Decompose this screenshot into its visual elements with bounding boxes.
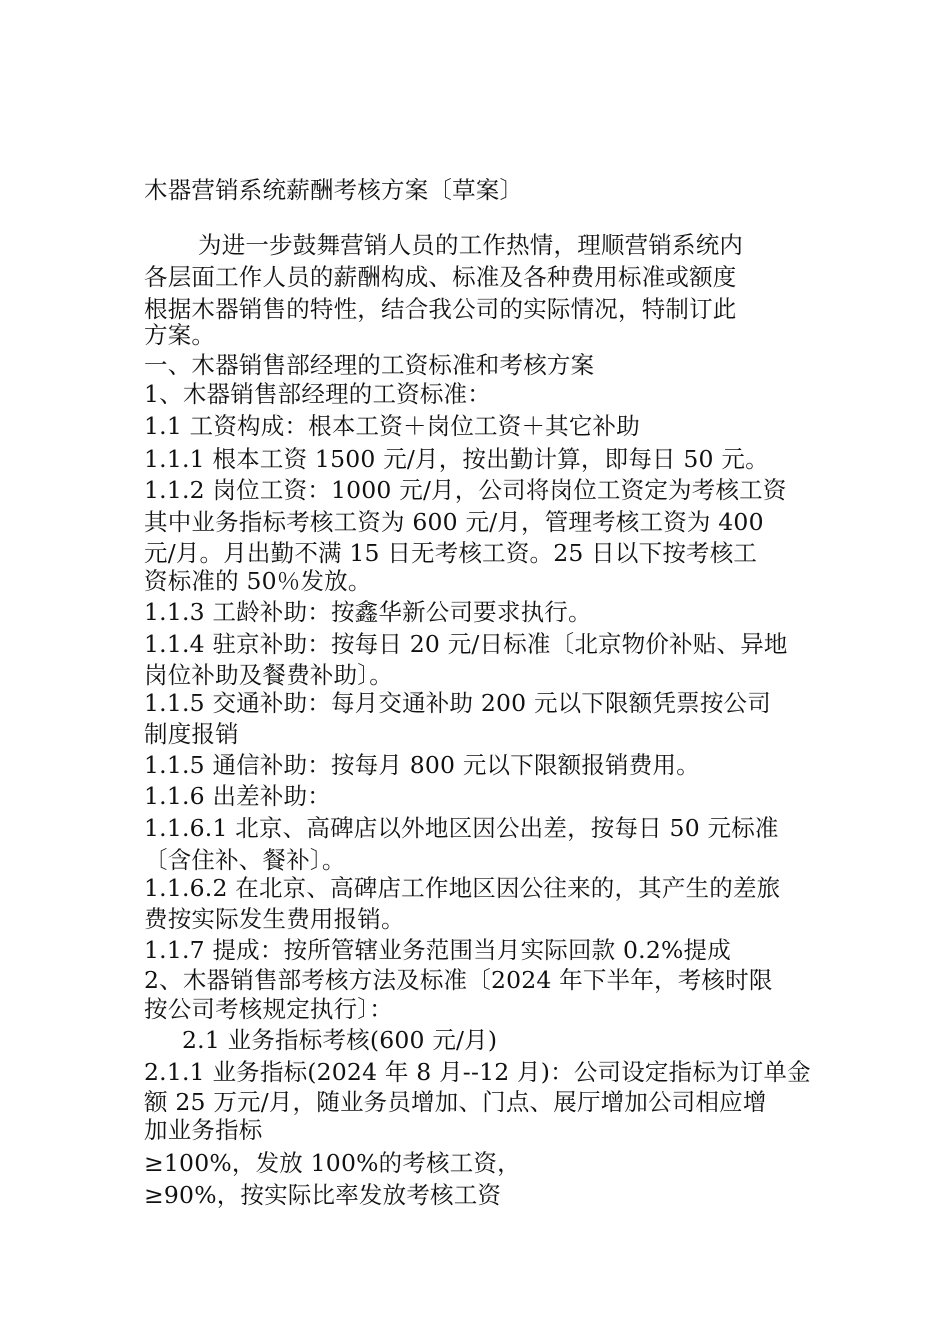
paragraph-line: 额 25 万元/月，随业务员增加、门点、展厅增加公司相应增 (144, 1088, 767, 1116)
paragraph-line: 1.1.6 出差补助： (144, 782, 331, 810)
paragraph-line: 费按实际发生费用报销。 (144, 905, 405, 933)
paragraph-line: 2.1.1 业务指标(2024 年 8 月--12 月)：公司设定指标为订单金 (144, 1058, 811, 1086)
paragraph-line: ≥90%，按实际比率发放考核工资 (144, 1181, 502, 1209)
paragraph-line: 制度报销 (144, 720, 239, 748)
section-heading: 一、木器销售部经理的工资标准和考核方案 (144, 351, 595, 379)
document-title: 木器营销系统薪酬考核方案〔草案〕 (144, 176, 524, 204)
paragraph-line: 岗位补助及餐费补助〕。 (144, 661, 393, 689)
paragraph-line: 加业务指标 (144, 1116, 263, 1144)
paragraph-line: 元/月。月出勤不满 15 日无考核工资。25 日以下按考核工 (144, 539, 758, 567)
paragraph-line: ≥100%，发放 100%的考核工资， (144, 1149, 521, 1177)
paragraph-line: 1.1.1 根本工资 1500 元/月，按出勤计算，即每日 50 元。 (144, 445, 769, 473)
paragraph-line: 〔含住补、餐补〕。 (144, 846, 346, 874)
subsection-heading: 2.1 业务指标考核(600 元/月) (182, 1026, 498, 1054)
section-heading: 1、木器销售部经理的工资标准： (144, 380, 491, 408)
paragraph-line: 为进一步鼓舞营销人员的工作热情，理顺营销系统内 (198, 231, 744, 259)
section-heading: 2、木器销售部考核方法及标准〔2024 年下半年，考核时限 (144, 966, 773, 994)
paragraph-line: 1.1.3 工龄补助：按鑫华新公司要求执行。 (144, 598, 592, 626)
paragraph-line: 1.1 工资构成：根本工资＋岗位工资＋其它补助 (144, 412, 640, 440)
paragraph-line: 其中业务指标考核工资为 600 元/月，管理考核工资为 400 (144, 508, 764, 536)
paragraph-line: 1.1.2 岗位工资：1000 元/月，公司将岗位工资定为考核工资 (144, 476, 787, 504)
paragraph-line: 1.1.6.1 北京、高碑店以外地区因公出差，按每日 50 元标准 (144, 814, 779, 842)
paragraph-line: 1.1.4 驻京补助：按每日 20 元/日标准〔北京物价补贴、异地 (144, 630, 788, 658)
paragraph-line: 各层面工作人员的薪酬构成、标准及各种费用标准或额度 (144, 263, 737, 291)
paragraph-line: 1.1.6.2 在北京、高碑店工作地区因公往来的，其产生的差旅 (144, 874, 781, 902)
paragraph-line: 1.1.5 交通补助：每月交通补助 200 元以下限额凭票按公司 (144, 689, 771, 717)
paragraph-line: 根据木器销售的特性，结合我公司的实际情况，特制订此 (144, 295, 737, 323)
paragraph-line: 资标准的 50％发放。 (144, 567, 372, 595)
paragraph-line: 1.1.5 通信补助：按每月 800 元以下限额报销费用。 (144, 751, 700, 779)
paragraph-line: 方案。 (144, 321, 216, 349)
paragraph-line: 按公司考核规定执行〕： (144, 995, 393, 1023)
paragraph-line: 1.1.7 提成：按所管辖业务范围当月实际回款 0.2%提成 (144, 936, 731, 964)
